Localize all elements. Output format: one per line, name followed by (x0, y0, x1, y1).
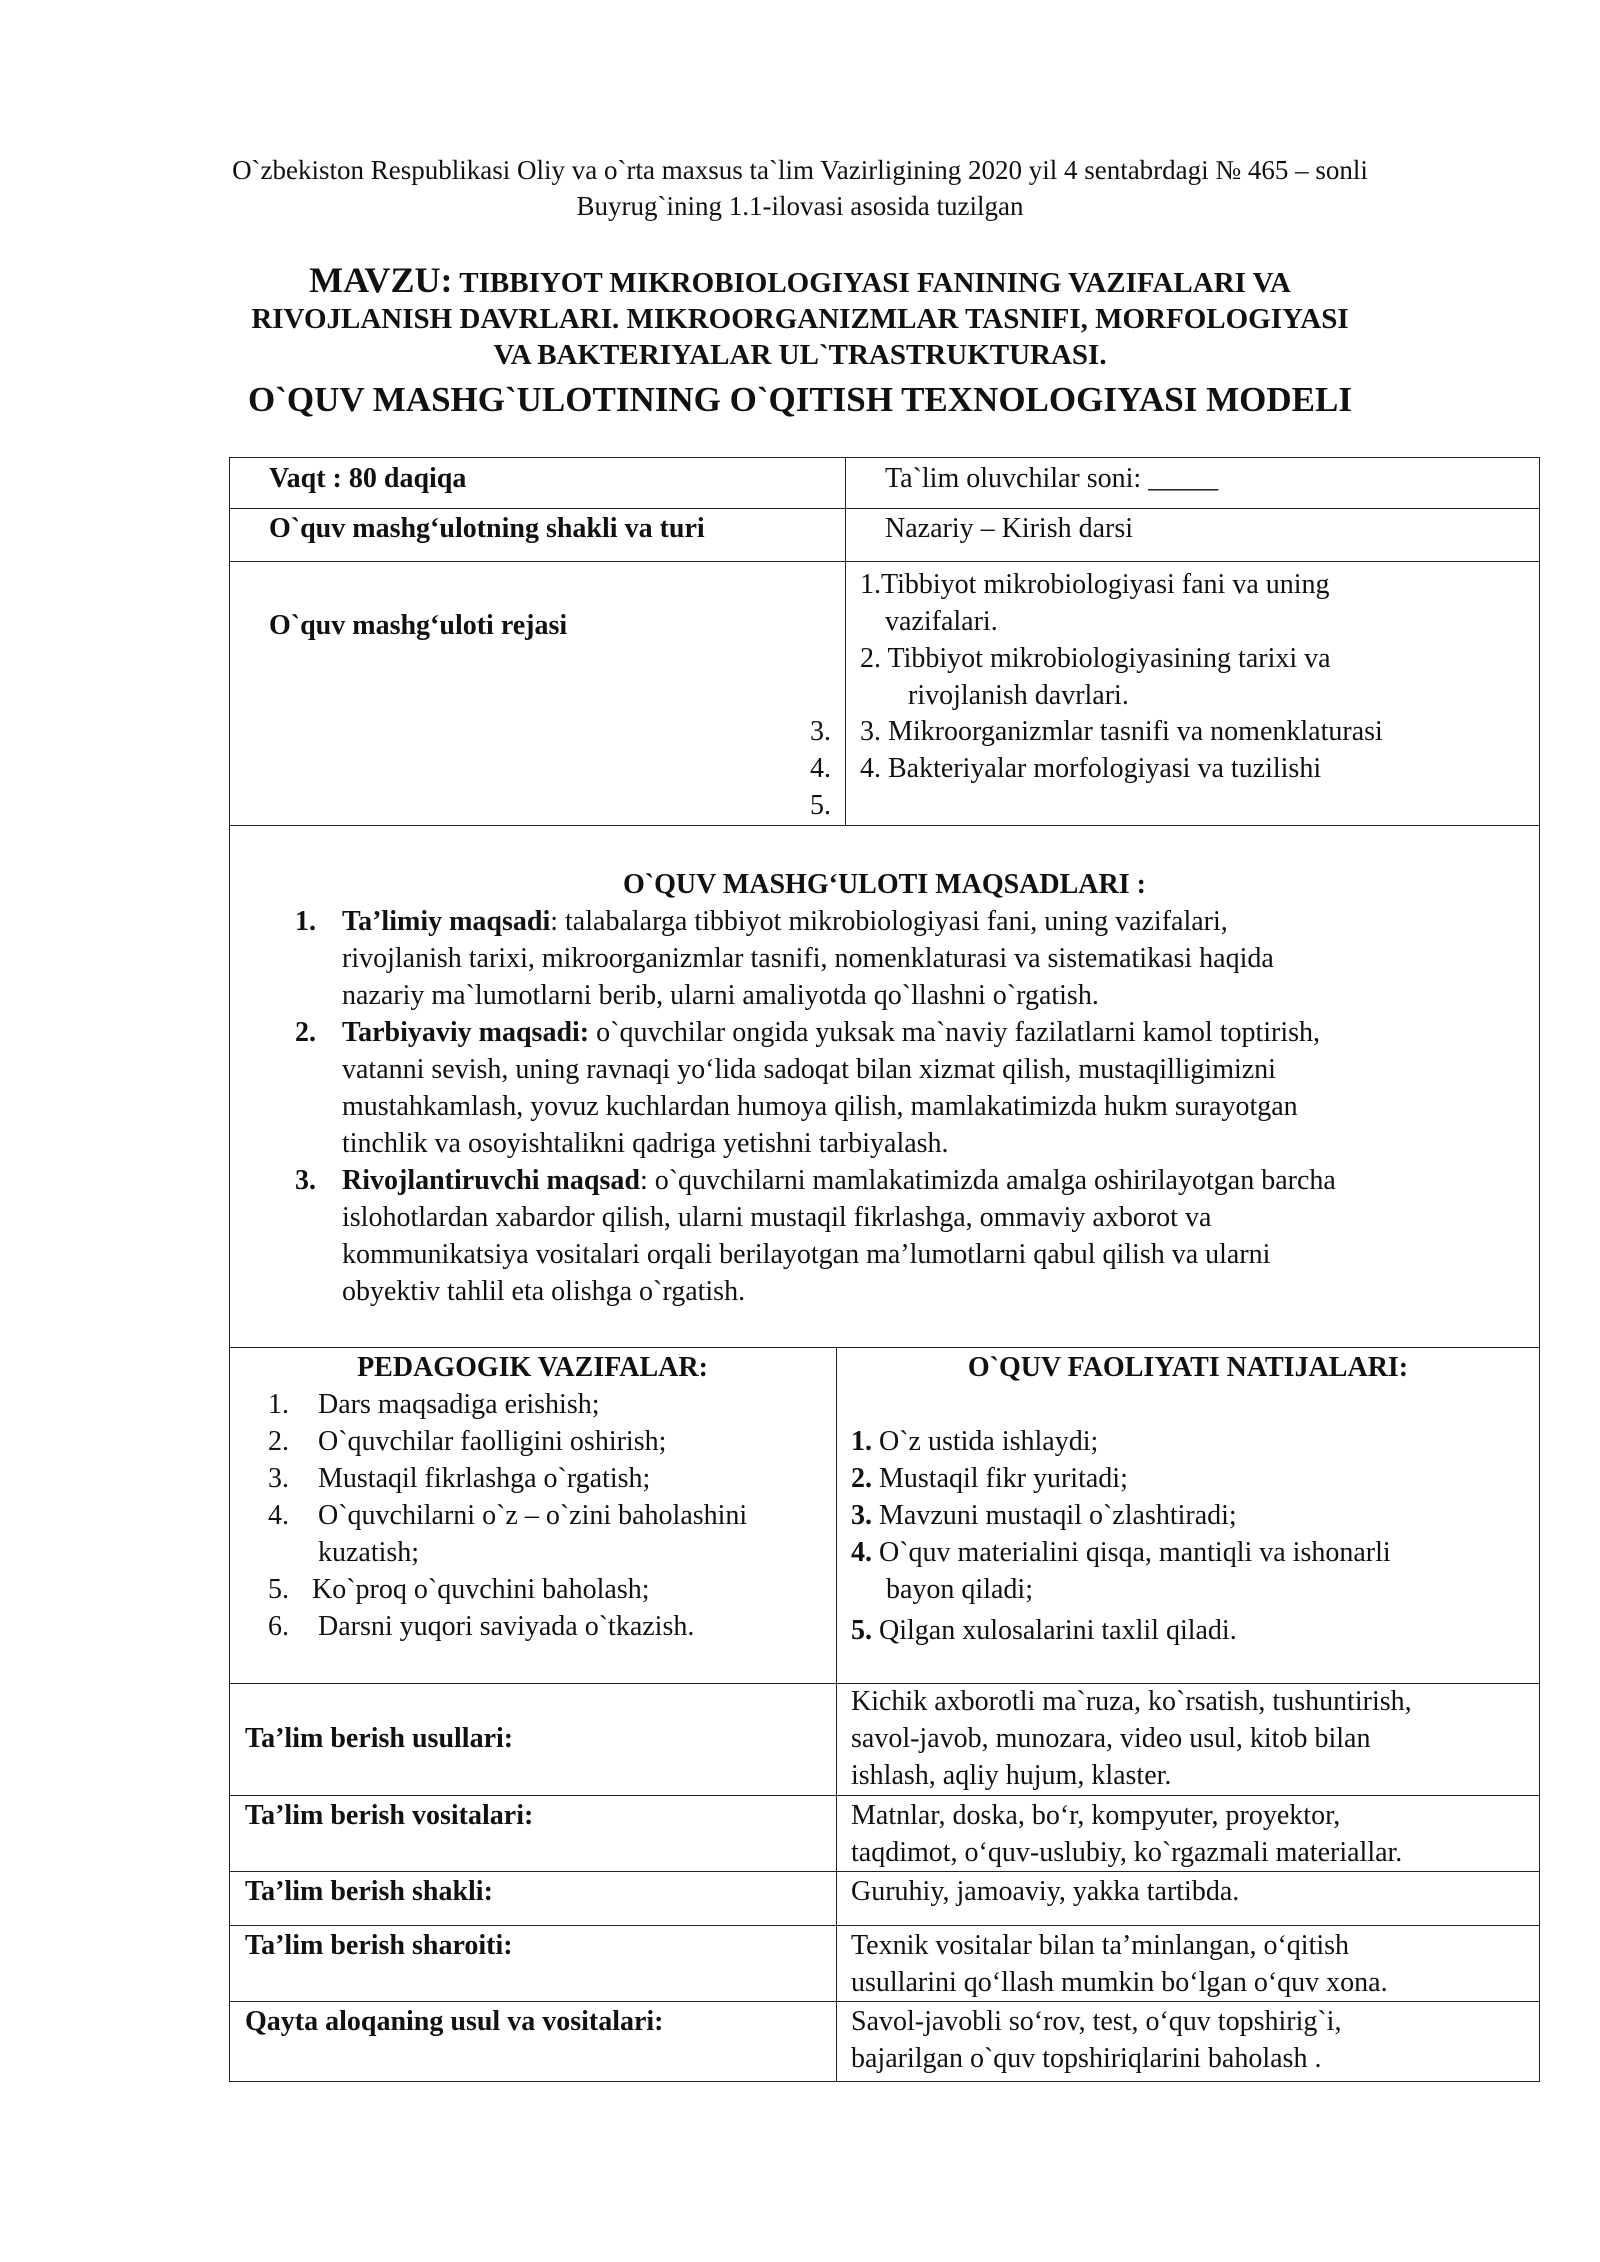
detail-label: Ta’lim berish vositalari: (245, 1800, 534, 1831)
pedagogical-item: O`quvchilar faolligini oshirish; (318, 1426, 667, 1457)
goal-label: Tarbiyaviy maqsadi: (342, 1017, 590, 1048)
model-title: O`QUV MASHG`ULOTINING O`QITISH TEXNOLOGIYASI MODELI (247, 380, 1352, 419)
plan-stray-number: 3. (810, 716, 831, 747)
pedagogical-num: 4. (268, 1500, 289, 1531)
plan-item: 2. Tibbiyot mikrobiologiyasining tarixi va (860, 643, 1331, 674)
detail-line: Matnlar, doska, bo‘r, kompyuter, proyektor, (851, 1800, 1341, 1831)
pedagogical-num: 6. (268, 1611, 289, 1642)
row-divider (229, 825, 1540, 826)
result-text: Mustaqil fikr yuritadi; (872, 1463, 1128, 1494)
result-item (851, 1612, 1237, 1649)
pedagogical-num: 1. (268, 1389, 289, 1420)
topic-line-3: VA BAKTERIYALAR UL`TRASTRUKTURASI. (493, 339, 1107, 371)
detail-line: Savol-javobli so‘rov, test, o‘quv topshirig`i, (851, 2006, 1342, 2037)
detail-line: Texnik vositalar bilan ta’minlangan, o‘qitish (851, 1930, 1350, 1961)
pedagogical-item: Mustaqil fikrlashga o`rgatish; (318, 1463, 651, 1494)
form-label: O`quv mashg‘ulotning shakli va turi (269, 513, 705, 544)
header-note-line-2: Buyrug`ining 1.1-ilovasi asosida tuzilgan (576, 191, 1024, 221)
detail-label: Ta’lim berish sharoiti: (245, 1930, 513, 1961)
pedagogical-item: Dars maqsadiga erishish; (318, 1389, 600, 1420)
plan-item: vazifalari. (885, 606, 998, 637)
row-divider (229, 1795, 1540, 1796)
result-text: Mavzuni mustaqil o`zlashtiradi; (872, 1500, 1237, 1531)
pedagogical-item: Ko`proq o`quvchini baholash; (312, 1574, 650, 1605)
detail-line: usullarini qo‘llash mumkin bo‘lgan o‘quv xona. (851, 1967, 1388, 1998)
goal-line: tinchlik va osoyishtalikni qadriga yetishni tarbiyalash. (342, 1128, 949, 1159)
col-divider (845, 457, 846, 825)
result-text: O`quv materialini qisqa, mantiqli va ishonarli (872, 1537, 1391, 1568)
result-item (851, 1423, 1098, 1460)
goal-text (342, 903, 1527, 1014)
pedagogical-item: Darsni yuqori saviyada o`tkazish. (318, 1611, 695, 1642)
detail-label: Qayta aloqaning usul va vositalari: (245, 2006, 664, 2037)
row-divider (229, 1347, 1540, 1348)
row-divider (229, 1925, 1540, 1926)
result-item (851, 1460, 1128, 1497)
goal-line: mustahkamlash, yovuz kuchlardan humoya qilish, mamlakatimizda hukm surayotgan (342, 1091, 1298, 1122)
result-text: Qilgan xulosalarini taxlil qiladi. (872, 1615, 1237, 1646)
plan-stray-number: 5. (810, 790, 831, 821)
goal-line: vatanni sevish, uning ravnaqi yo‘lida sadoqat bilan xizmat qilish, mustaqilligimizni (342, 1054, 1276, 1085)
plan-label: O`quv mashg‘uloti rejasi (269, 610, 568, 641)
goal-label: Rivojlantiruvchi maqsad (342, 1165, 640, 1196)
result-num: 1. (851, 1426, 872, 1457)
topic-line-1: TIBBIYOT MIKROBIOLOGIYASI FANINING VAZIFALARI VA (459, 267, 1291, 299)
detail-line: bajarilgan o`quv topshiriqlarini baholash . (851, 2043, 1322, 2074)
pedagogical-num: 2. (268, 1426, 289, 1457)
goal-line: o`quvchilar ongida yuksak ma`naviy fazilatlarni kamol toptirish, (589, 1017, 1321, 1048)
plan-item: rivojlanish davrlari. (908, 680, 1129, 711)
detail-label: Ta’lim berish usullari: (245, 1723, 514, 1754)
goal-line: islohotlardan xabardor qilish, ularni mustaqil fikrlashga, ommaviy axborot va (342, 1202, 1212, 1233)
result-item (851, 1497, 1237, 1534)
pedagogical-title: PEDAGOGIK VAZIFALAR: (357, 1352, 708, 1383)
result-text: O`z ustida ishlaydi; (872, 1426, 1099, 1457)
goals-title: O`QUV MASHG‘ULOTI MAQSADLARI : (623, 869, 1146, 900)
goal-line: obyektiv tahlil eta olishga o`rgatish. (342, 1276, 746, 1307)
detail-line: savol-javob, munozara, video usul, kitob bilan (851, 1723, 1371, 1754)
time-cell: Vaqt : 80 daqiqa (269, 463, 467, 494)
plan-stray-number: 4. (810, 753, 831, 784)
topic (200, 262, 1400, 373)
pedagogical-item: O`quvchilarni o`z – o`zini baholashini (318, 1500, 748, 1531)
pedagogical-num: 3. (268, 1463, 289, 1494)
goal-number: 3. (295, 1165, 316, 1196)
goal-line: rivojlanish tarixi, mikroorganizmlar tasnifi, nomenklaturasi va sistematikasi haqida (342, 943, 1274, 974)
plan-item: 1.Tibbiyot mikrobiologiyasi fani va uning (860, 569, 1330, 600)
result-num: 3. (851, 1500, 872, 1531)
goal-number: 1. (295, 906, 316, 937)
header-note (200, 152, 1400, 224)
detail-label: Ta’lim berish shakli: (245, 1876, 493, 1907)
result-num: 5. (851, 1615, 872, 1646)
col-divider (836, 1347, 837, 2082)
goal-text (342, 1162, 1527, 1310)
goal-line: : talabalarga tibbiyot mikrobiologiyasi fani, uning vazifalari, (550, 906, 1228, 937)
result-text: bayon qiladi; (886, 1574, 1033, 1605)
results-title: O`QUV FAOLIYATI NATIJALARI: (967, 1352, 1409, 1383)
row-divider (229, 508, 1540, 509)
plan-item: 3. Mikroorganizmlar tasnifi va nomenklaturasi (860, 716, 1383, 747)
goal-line: nazariy ma`lumotlarni berib, ularni amaliyotda qo`llashni o`rgatish. (342, 980, 1099, 1011)
row-divider (229, 2001, 1540, 2002)
result-item (851, 1534, 1391, 1571)
plan-item: 4. Bakteriyalar morfologiyasi va tuzilishi (860, 753, 1322, 784)
result-num: 2. (851, 1463, 872, 1494)
detail-line: ishlash, aqliy hujum, klaster. (851, 1760, 1172, 1791)
result-num: 4. (851, 1537, 872, 1568)
detail-line: Guruhiy, jamoaviy, yakka tartibda. (851, 1876, 1240, 1907)
row-divider (229, 1871, 1540, 1872)
detail-line: Kichik axborotli ma`ruza, ko`rsatish, tushuntirish, (851, 1686, 1412, 1717)
header-note-line-1: O`zbekiston Respublikasi Oliy va o`rta maxsus ta`lim Vazirligining 2020 yil 4 sentabrdagi № 465 – sonli (232, 155, 1368, 185)
pedagogical-item: kuzatish; (318, 1537, 420, 1568)
topic-line-2: RIVOJLANISH DAVRLARI. MIKROORGANIZMLAR TASNIFI, MORFOLOGIYASI (251, 303, 1349, 335)
row-divider (229, 561, 1540, 562)
goal-line: kommunikatsiya vositalari orqali berilayotgan ma’lumotlarni qabul qilish va ularni (342, 1239, 1271, 1270)
students-count-cell: Ta`lim oluvchilar soni: _____ (885, 463, 1219, 494)
topic-label: MAVZU: (309, 260, 453, 300)
goal-number: 2. (295, 1017, 316, 1048)
goal-line: : o`quvchilarni mamlakatimizda amalga oshirilayotgan barcha (639, 1165, 1336, 1196)
detail-line: taqdimot, o‘quv-uslubiy, ko`rgazmali materiallar. (851, 1837, 1403, 1868)
goal-label: Ta’limiy maqsadi (342, 906, 551, 937)
pedagogical-num: 5. (268, 1574, 289, 1605)
goal-text (342, 1014, 1527, 1125)
form-value: Nazariy – Kirish darsi (885, 513, 1134, 544)
